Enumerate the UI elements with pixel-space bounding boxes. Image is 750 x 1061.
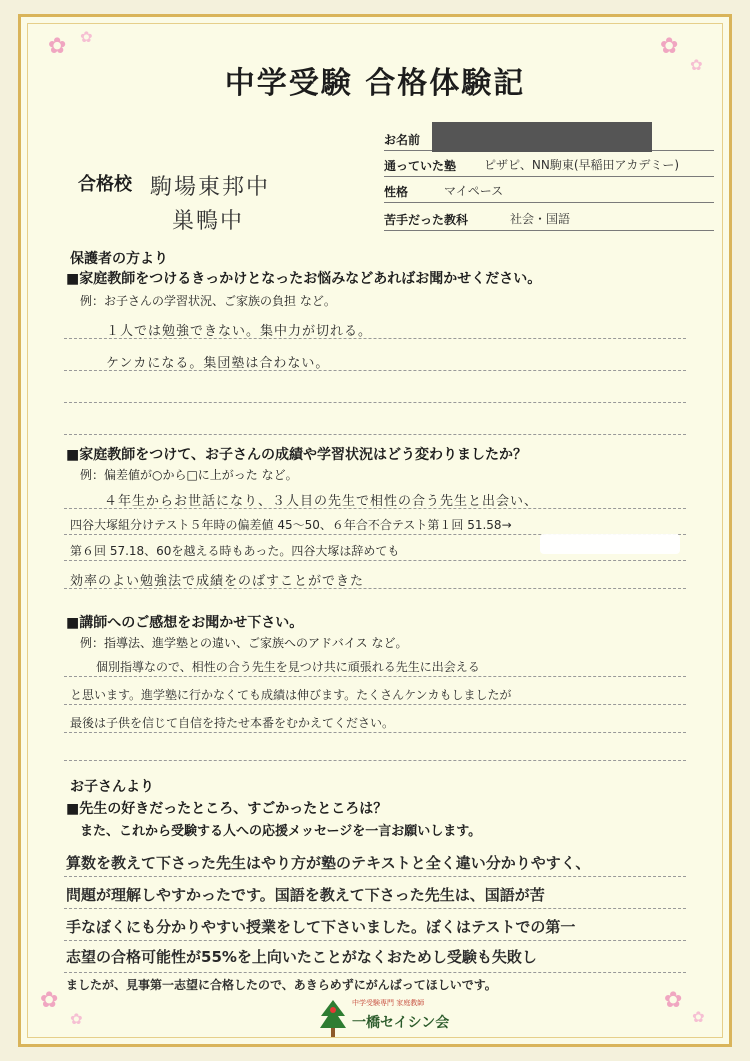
answer-2-line-1: ４年生からお世話になり、３人目の先生で相性の合う先生と出会い、 [104, 494, 539, 509]
flower-icon: ✿ [664, 988, 683, 1013]
logo-name: 一橋セイシン会 [352, 1015, 450, 1031]
answer-line [64, 940, 686, 941]
answer-line [64, 676, 686, 677]
child-answer-line-5: ましたが、見事第一志望に合格したので、あきらめずにがんばってほしいです。 [66, 978, 497, 992]
school-name-1: 駒場東邦中 [150, 175, 271, 200]
child-question: ■先生の好きだったところ、すごかったところは？ [66, 801, 388, 817]
weak-subject-row [384, 208, 714, 231]
answer-1-line-2: ケンカになる。集団塾は合わない。 [106, 356, 330, 371]
answer-3-line-2: と思います。進学塾に行かなくても成績は伸びます。たくさんケンカもしましたが [70, 688, 512, 702]
child-answer-line-4: 志望の合格可能性が55%を上向いたことがなくおためし受験も失敗し [66, 948, 537, 966]
flower-icon: ✿ [80, 28, 93, 46]
personality-value: マイペース [444, 184, 504, 198]
child-heading: お子さんより [70, 779, 154, 795]
juku-label: 通っていた塾 [384, 159, 457, 173]
school-label: 合格校 [78, 174, 132, 195]
weak-subject-label: 苦手だった教科 [384, 213, 469, 227]
logo-tagline: 中学受験専門 家庭教師 [352, 999, 425, 1007]
answer-2-line-4: 効率のよい勉強法で成績をのばすことができた [70, 574, 365, 589]
page-title: 中学受験 合格体験記 [224, 66, 526, 101]
personality-row [384, 180, 714, 203]
question-3-example: 例：指導法、進学塾との違い、ご家族へのアドバイス など。 [80, 636, 408, 650]
school-name-2: 巣鴨中 [172, 209, 245, 234]
answer-2-line-3: 第６回 57.18、60を越える時もあった。四谷大塚は辞めても [70, 544, 400, 558]
redaction-blur [540, 534, 680, 554]
juku-value: ピザピ、NN駒東(早稲田アカデミー) [484, 158, 680, 172]
question-1-example: 例：お子さんの学習状況、ご家族の負担 など。 [80, 294, 336, 308]
answer-line [64, 760, 686, 761]
tree-logo-icon [318, 998, 348, 1038]
answer-line [64, 908, 686, 909]
answer-2-line-2: 四谷大塚組分けテスト５年時の偏差値 45〜50、６年合不合テスト第１回 51.58→ [70, 518, 512, 532]
flower-icon: ✿ [660, 34, 679, 59]
child-answer-line-2: 問題が理解しやすかったです。国語を教えて下さった先生は、国語が苦 [66, 886, 545, 904]
question-2-example: 例：偏差値が○から□に上がった など。 [80, 468, 298, 482]
child-answer-line-1: 算数を教えて下さった先生はやり方が塾のテキストと全く違い分かりやすく、 [66, 854, 591, 872]
weak-subject-value: 社会・国語 [510, 212, 571, 226]
question-2: ■家庭教師をつけて、お子さんの成績や学習状況はどう変わりましたか？ [66, 447, 527, 463]
flower-icon: ✿ [690, 56, 703, 74]
juku-row [384, 154, 714, 177]
answer-line [64, 972, 686, 973]
flower-icon: ✿ [48, 34, 67, 59]
name-label: お名前 [384, 133, 421, 147]
question-3: ■講師へのご感想をお聞かせ下さい。 [66, 615, 304, 631]
flower-icon: ✿ [692, 1008, 705, 1026]
answer-line [64, 434, 686, 435]
flower-icon: ✿ [70, 1010, 83, 1028]
answer-3-line-3: 最後は子供を信じて自信を持たせ本番をむかえてください。 [70, 716, 395, 730]
name-redaction [432, 122, 652, 152]
parent-heading: 保護者の方より [70, 251, 168, 267]
question-1: ■家庭教師をつけるきっかけとなったお悩みなどあればお聞かせください。 [66, 271, 542, 287]
child-question-sub: また、これから受験する人への応援メッセージを一言お願いします。 [80, 824, 482, 839]
personality-label: 性格 [384, 185, 409, 199]
answer-line [64, 560, 686, 561]
flower-icon: ✿ [40, 988, 59, 1013]
company-logo [318, 996, 458, 1040]
answer-1-line-1: １人では勉強できない。集中力が切れる。 [106, 324, 373, 339]
answer-line [64, 704, 686, 705]
answer-3-line-1: 個別指導なので、相性の合う先生を見つけ共に頑張れる先生に出会える [96, 660, 480, 674]
answer-line [64, 876, 686, 877]
answer-line [64, 402, 686, 403]
child-answer-line-3: 手なぼくにも分かりやすい授業をして下さいました。ぼくはテストでの第一 [66, 918, 576, 936]
answer-line [64, 732, 686, 733]
